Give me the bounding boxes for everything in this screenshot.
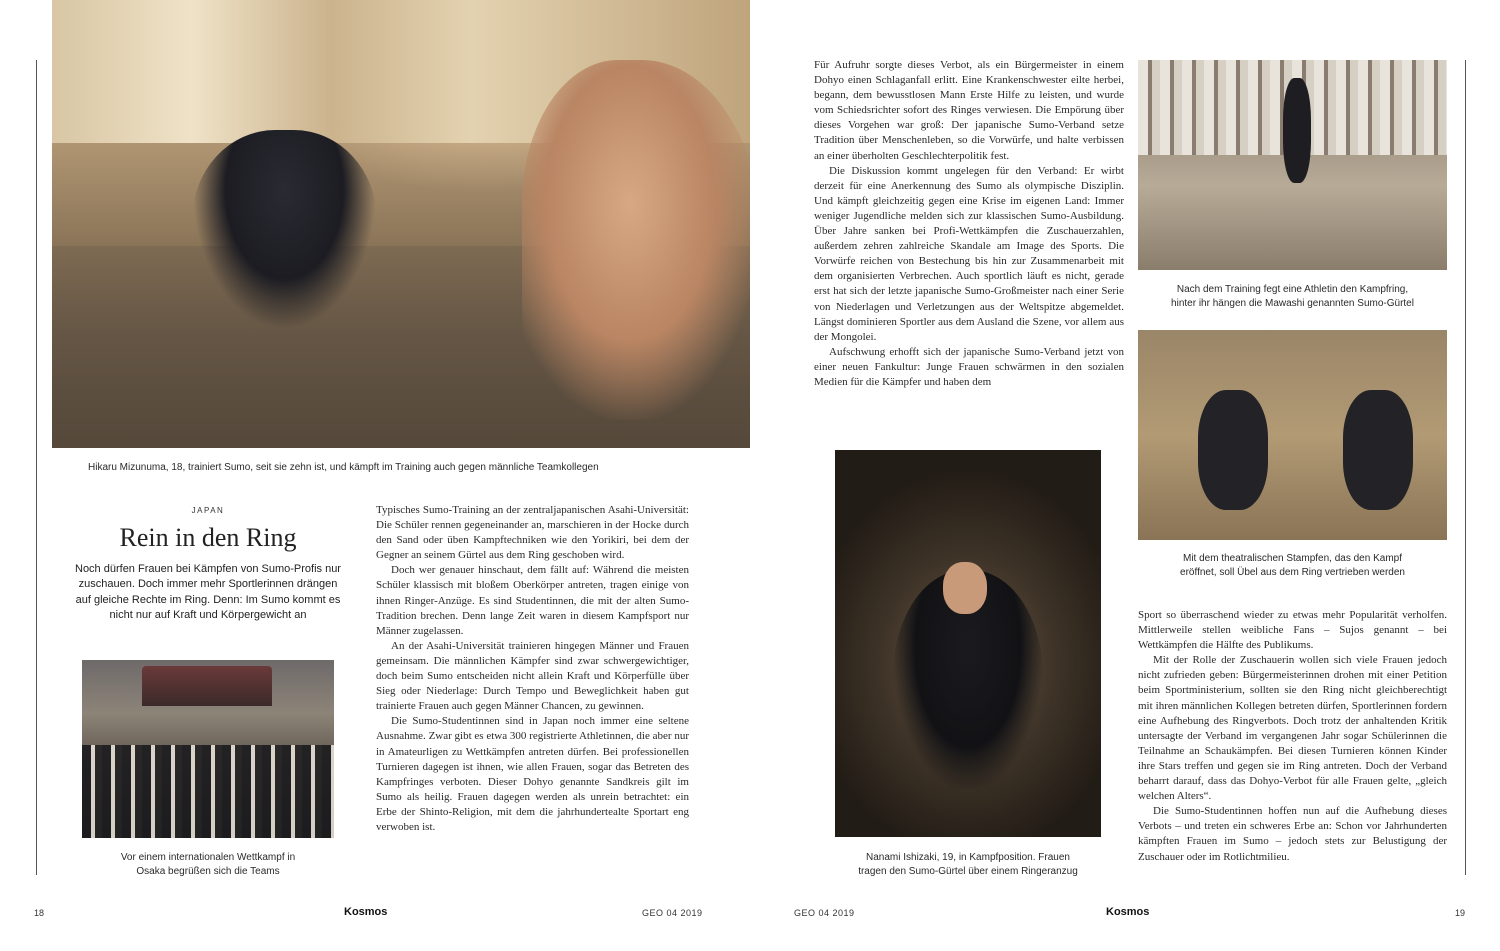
article-kicker: JAPAN xyxy=(191,506,225,515)
caption-line: Osaka begrüßen sich die Teams xyxy=(136,866,280,877)
paragraph: Typisches Sumo-Training an der zentraljapanischen Asahi-Universität: Die Schüler rennen gegeneinander an, marschieren in der Hocke durch den Sand oder üben Kampftechniken wie den Yorikiri, bei dem der Gegner an seinem Gürtel aus dem Ring geschoben wird. xyxy=(376,504,689,562)
page-number-left: 18 xyxy=(34,908,45,918)
article-column-2 xyxy=(814,58,1124,390)
paragraph: Mit der Rolle der Zuschauerin wollen sich viele Frauen jedoch nicht zufrieden geben: Bürgermeisterinnen drohen mit einer Petition beim Sportministerium, sollten sie den Ring nicht gleichberechtigt mit ihren männlichen Kollegen betreten dürfen, Sportlerinnen fordern eine Aufhebung des Ringverbots. Doch trotz der anhaltenden Kritik untersagte der Verband im vergangenen Jahr sogar Schülerinnen die Teilnahme an Schaukämpfen. Bei diesen Turnieren können Kinder ihre Stars treffen und gegen sie im Ring antreten. Doch der Verband beharrt darauf, dass das Dohyo-Verbot für alle Frauen gelte, „gleich welchen Alters“. xyxy=(1138,654,1447,803)
article-column-3 xyxy=(1138,608,1447,865)
issue-label-right: GEO 04 2019 xyxy=(794,908,855,918)
caption-line: tragen den Sumo-Gürtel über einem Ringeranzug xyxy=(858,866,1078,877)
paragraph: Die Sumo-Studentinnen sind in Japan noch immer eine seltene Ausnahme. Zwar gibt es etwa 300 registrierte Athletinnen, die aber nur in Amateurligen zu Wettkämpfen antreten dürfen. Bei professionellen Turnieren dagegen ist ihnen, wie allen Frauen, sogar das Betreten des Kampfringes verboten. Dieser Dohyo genannte Sandkreis gilt im Sumo als heilig. Frauen dagegen werden als unrein betrachtet: ein Erbe der Shinto-Religion, mit dem die jahrhundertealte Sportart eng verwoben ist. xyxy=(376,715,689,833)
page-rule-left xyxy=(36,60,37,875)
caption-line: Vor einem internationalen Wettkampf in xyxy=(120,852,296,863)
article-headline: Rein in den Ring xyxy=(119,523,297,552)
photo-sweeping-ring xyxy=(1138,60,1447,270)
photo-osaka-teams xyxy=(82,660,334,838)
caption-sweep-photo xyxy=(1138,283,1447,311)
page-number-right: 19 xyxy=(1455,908,1466,918)
section-name-left: Kosmos xyxy=(344,906,388,918)
paragraph: Die Sumo-Studentinnen hoffen nun auf die Aufhebung dieses Verbots – und treten ein schweres Erbe an: Schon vor Jahrhunderten kämpften Frauen im Sumo – jedoch stets zur Belustigung der Zuschauer oder im Rotlichtmilieu. xyxy=(1138,805,1447,863)
photo-stamping-ritual xyxy=(1138,330,1447,540)
paragraph: Doch wer genauer hinschaut, dem fällt auf: Während die meisten Schüler klassisch mit bloßem Oberkörper antreten, tragen einige von ihnen Ringer-Anzüge. Es sind Studentinnen, die mit der alten Sumo-Tradition brechen. Denn lange Zeit waren in diesem Kampfsport nur Männer zugelassen. xyxy=(376,564,689,637)
caption-main-photo: Hikaru Mizunuma, 18, trainiert Sumo, seit sie zehn ist, und kämpft im Training auch gegen männliche Teamkollegen xyxy=(88,462,599,473)
caption-line: Nanami Ishizaki, 19, in Kampfposition. Frauen xyxy=(866,852,1070,863)
photo-sumo-training xyxy=(52,0,750,448)
article-column-1 xyxy=(376,503,689,835)
paragraph: Aufschwung erhofft sich der japanische Sumo-Verband jetzt von einer neuen Fankultur: Junge Frauen schwärmen in den sozialen Medien für die Kämpfer und haben dem xyxy=(814,345,1124,388)
paragraph: Sport so überraschend wieder zu etwas mehr Popularität verholfen. Mittlerweile stellen weibliche Fans – Sujos genannt – bei Wettkämpfen die Hälfte des Publikums. xyxy=(1138,609,1447,652)
article-deck: Noch dürfen Frauen bei Kämpfen von Sumo-Profis nur zuschauen. Doch immer mehr Sportlerinnen drängen auf gleiche Rechte im Ring. Denn: Im Sumo kommt es nicht nur auf Kraft und Körpergewicht an xyxy=(75,563,341,622)
caption-dome-photo xyxy=(82,851,334,879)
photo-nanami-portrait xyxy=(835,450,1101,837)
page-rule-right xyxy=(1465,60,1466,875)
paragraph: Die Diskussion kommt ungelegen für den Verband: Er wirbt derzeit für eine Anerkennung des Sumo als olympische Disziplin. Und kämpft gleichzeitig gegen eine Krise im eigenen Land: Immer weniger Jugendliche melden sich zur klassischen Sumo-Ausbildung. Über Jahre sanken bei Profi-Wettkämpfen die Zuschauerzahlen, außerdem zehren zahlreiche Skandale am Image des Sports. Die Vorwürfe reichen von Bestechung bis hin zur Zusammenarbeit mit dem organisierten Verbrechen. Auch sportlich läuft es nicht, gerade erst hat sich der letzte japanische Sumo-Großmeister nach einer Serie von Niederlagen und Verletzungen aus der Weltspitze abgemeldet. Längst dominieren Sportler aus dem Ausland die Szene, vor allem aus der Mongolei. xyxy=(814,164,1124,343)
caption-line: Nach dem Training fegt eine Athletin den Kampfring, xyxy=(1176,284,1409,295)
caption-portrait-photo xyxy=(835,851,1101,879)
caption-line: eröffnet, soll Übel aus dem Ring vertrieben werden xyxy=(1180,567,1405,578)
paragraph: Für Aufruhr sorgte dieses Verbot, als ein Bürgermeister in einem Dohyo einen Schlaganfall erlitt. Eine Krankenschwester eilte herbei, begann, dem bewusstlosen Mann Erste Hilfe zu leisten, und wurde vom Schiedsrichter sofort des Ringes verwiesen. Die Empörung über dieses Vorgehen war groß: Der japanische Sumo-Verband setze Tradition über Menschenleben, so die Vorwürfe, und halte verbissen an einer überholten Geschlechterpolitik fest. xyxy=(814,59,1124,162)
paragraph: An der Asahi-Universität trainieren hingegen Männer und Frauen gemeinsam. Die männlichen Kämpfer sind zwar schwergewichtiger, doch beim Sumo entscheiden nicht allein Kraft und Körperfülle über Sieg oder Niederlage: Durch Tempo und Beweglichkeit haben gut trainierte Frauen auch gegen Männer Chancen, zu gewinnen. xyxy=(376,639,689,713)
section-name-right: Kosmos xyxy=(1106,906,1150,918)
caption-line: Mit dem theatralischen Stampfen, das den Kampf xyxy=(1182,553,1402,564)
caption-line: hinter ihr hängen die Mawashi genannten Sumo-Gürtel xyxy=(1171,298,1414,309)
caption-kick-photo xyxy=(1138,552,1447,580)
issue-label-left: GEO 04 2019 xyxy=(642,908,703,918)
